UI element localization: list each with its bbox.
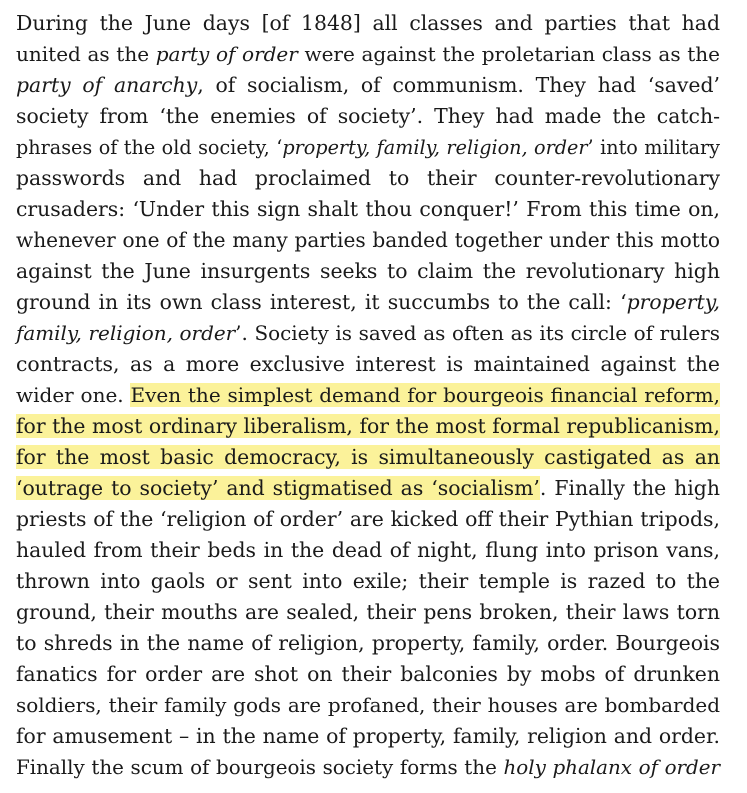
text-segment: ’ into military	[587, 136, 720, 159]
text-line	[16, 380, 720, 411]
italic-text: property,	[626, 290, 720, 314]
text-line	[16, 163, 720, 194]
text-line	[16, 566, 720, 597]
text-line	[16, 597, 720, 628]
italic-text: family, religion, order	[16, 321, 236, 345]
italic-text: holy phalanx of order	[503, 756, 720, 779]
text-line	[16, 659, 720, 690]
text-line	[16, 225, 720, 256]
text-line	[16, 287, 720, 318]
text-line	[16, 473, 720, 504]
text-line	[16, 504, 720, 535]
text-line	[16, 8, 720, 39]
italic-text: party of anarchy	[16, 73, 198, 97]
highlighted-text: Even the simplest demand for bourgeois financial reform,	[130, 383, 721, 407]
text-segment: for amusement – in the name of property, family, religion and order.	[16, 724, 720, 748]
text-segment: to shreds in the name of religion, property, family, order. Bourgeois	[16, 631, 720, 655]
highlighted-text: for the most basic democracy, is simultaneously castigated as an	[16, 445, 720, 469]
text-segment: . Finally the high	[539, 476, 720, 500]
text-line	[16, 39, 720, 70]
text-segment: contracts, as a more exclusive interest is maintained against the	[16, 352, 720, 376]
italic-text: party of order	[155, 42, 298, 66]
text-segment: ’. Society is saved as often as its circle of rulers	[235, 321, 720, 345]
text-line	[16, 411, 720, 442]
highlighted-text: for the most ordinary liberalism, for the most formal republicanism,	[16, 414, 720, 438]
text-line	[16, 721, 720, 752]
text-line	[16, 349, 720, 380]
text-segment: thrown into gaols or sent into exile; their temple is razed to the	[16, 569, 720, 593]
text-line	[16, 256, 720, 287]
text-segment: were against the proletarian class as the	[297, 42, 720, 66]
text-segment: passwords and had proclaimed to their counter-revolutionary	[16, 166, 720, 190]
text-segment: hauled from their beds in the dead of night, flung into prison vans,	[16, 538, 720, 562]
text-segment: whenever one of the many parties banded together under this motto	[16, 228, 720, 252]
book-passage	[16, 8, 720, 783]
text-segment: society from ‘the enemies of society’. They had made the catch-	[16, 104, 720, 128]
text-line	[16, 194, 720, 225]
text-segment: , of socialism, of communism. They had ‘saved’	[197, 73, 720, 97]
text-line	[16, 70, 720, 101]
text-line	[16, 101, 720, 132]
text-segment: crusaders: ‘Under this sign shalt thou conquer!’ From this time on,	[16, 197, 720, 221]
text-segment: ground in its own class interest, it succumbs to the call: ‘	[16, 290, 627, 314]
text-segment: soldiers, their family gods are profaned, their houses are bombarded	[16, 693, 720, 717]
text-segment: During the June days [of 1848] all classes and parties that had	[16, 11, 720, 35]
highlighted-text: ‘outrage to society’ and stigmatised as ‘socialism’	[16, 476, 540, 500]
text-line	[16, 628, 720, 659]
text-segment: ground, their mouths are sealed, their pens broken, their laws torn	[16, 600, 720, 624]
text-segment: Finally the scum of bourgeois society forms the	[16, 756, 504, 779]
italic-text: property, family, religion, order	[282, 136, 588, 159]
text-line	[16, 752, 720, 783]
text-segment: united as the	[16, 42, 156, 66]
text-line	[16, 132, 720, 163]
text-segment: wider one.	[16, 383, 131, 407]
text-line	[16, 535, 720, 566]
text-segment: priests of the ‘religion of order’ are kicked off their Pythian tripods,	[16, 507, 720, 531]
text-line	[16, 442, 720, 473]
text-segment: phrases of the old society, ‘	[16, 136, 283, 159]
text-segment: against the June insurgents seeks to claim the revolutionary high	[16, 259, 720, 283]
text-line	[16, 318, 720, 349]
text-line	[16, 690, 720, 721]
text-segment: fanatics for order are shot on their balconies by mobs of drunken	[16, 662, 720, 686]
